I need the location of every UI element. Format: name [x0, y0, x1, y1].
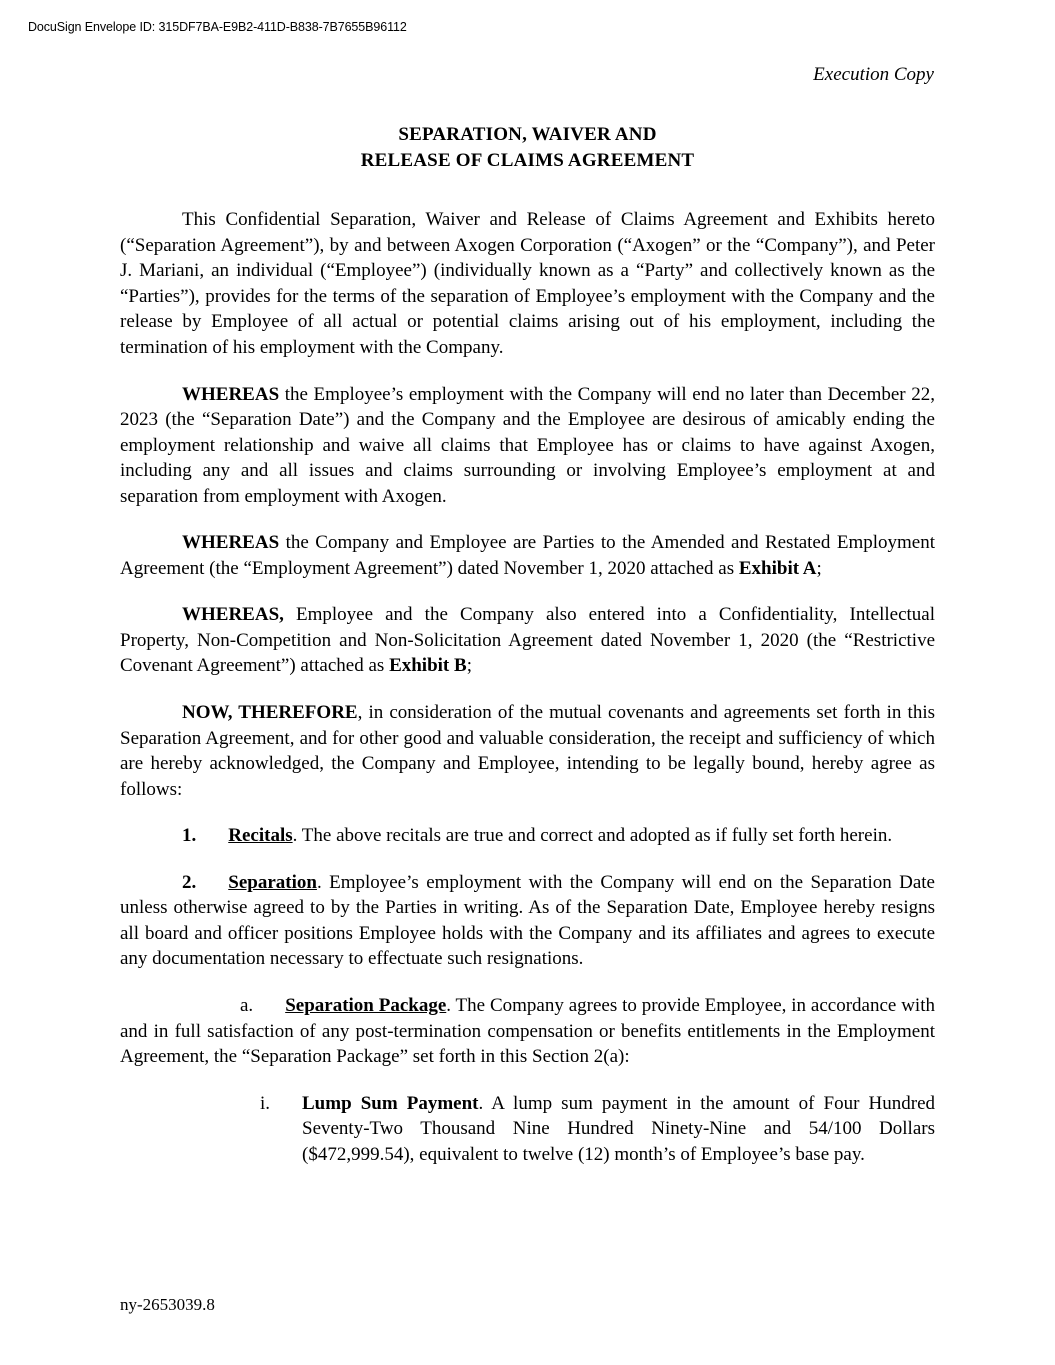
- paragraph-whereas-3: [120, 602, 935, 679]
- section-2a-text: . The Company agrees to provide Employee, in accordance with and in full satisfaction of any post-termination compensation or benefits entitlements in the Employment Agreement, the “Separation Package” set forth in this Section 2(a):: [120, 994, 935, 1068]
- paragraph-intro: This Confidential Separation, Waiver and Release of Claims Agreement and Exhibits hereto (“Separation Agreement”), by and between Axogen Corporation (“Axogen” or the “Company”), and Peter J. Mariani, an individual (“Employee”) (individually known as a “Party” and collectively known as the “Parties”), provides for the terms of the separation of Employee’s employment with the Company and the release by Employee of all actual or potential claims arising out of his employment, including the termination of his employment with the Company.: [120, 209, 935, 359]
- now-therefore-lead: NOW, THEREFORE: [182, 702, 358, 724]
- paragraph-now-therefore: [120, 700, 935, 802]
- section-1-heading: Recitals: [228, 825, 293, 847]
- whereas-1-lead: WHEREAS: [182, 383, 280, 405]
- section-2a-heading: Separation Package: [285, 994, 447, 1016]
- section-2-number: 2.: [182, 871, 197, 893]
- exhibit-b-reference: Exhibit B: [389, 655, 467, 677]
- paragraph-whereas-2: [120, 530, 935, 581]
- now-therefore-text: , in consideration of the mutual covenants and agreements set forth in this Separation Agreement, and for other good and valuable consideration, the receipt and sufficiency of which are hereby acknowledged, the Company and Employee, intending to be legally bound, hereby agree as follows:: [120, 702, 935, 800]
- section-2a-separation-package: [120, 993, 935, 1070]
- section-2a-letter: a.: [240, 994, 254, 1016]
- page-title: [120, 122, 935, 173]
- page-title-line-2: RELEASE OF CLAIMS AGREEMENT: [360, 149, 695, 171]
- section-2ai-roman-numeral: i.: [260, 1092, 271, 1114]
- docusign-envelope-id: DocuSign Envelope ID: 315DF7BA-E9B2-411D-B838-7B7655B96112: [28, 20, 407, 34]
- section-1-number: 1.: [182, 825, 197, 847]
- whereas-2-tail: ;: [816, 557, 822, 579]
- section-2-separation: [120, 870, 935, 972]
- section-2-text: . Employee’s employment with the Company will end on the Separation Date unless otherwise agreed to by the Parties in writing. As of the Separation Date, Employee hereby resigns all board and officer positions Employee holds with the Company and its affiliates and agrees to execute any documentation necessary to effectuate such resignations.: [120, 871, 935, 970]
- section-1-text: . The above recitals are true and correct and adopted as if fully set forth herein.: [292, 825, 893, 847]
- section-2ai-heading: Lump Sum Payment: [302, 1092, 479, 1114]
- whereas-3-text: Employee and the Company also entered into a Confidentiality, Intellectual Property, Non-Competition and Non-Solicitation Agreement dated November 1, 2020 (the “Restrictive Covenant Agreement”) attached as: [120, 604, 935, 677]
- section-1-recitals: [120, 823, 935, 849]
- exhibit-a-reference: Exhibit A: [738, 557, 817, 579]
- paragraph-whereas-1: [120, 382, 935, 510]
- section-2ai-lump-sum-payment: [260, 1091, 935, 1168]
- page-title-line-1: SEPARATION, WAIVER AND: [398, 124, 657, 145]
- whereas-2-text: the Company and Employee are Parties to the Amended and Restated Employment Agreement (the “Employment Agreement”) dated November 1, 2020 attached as: [120, 532, 935, 579]
- whereas-1-text: the Employee’s employment with the Company will end no later than December 22, 2023 (the “Separation Date”) and the Company and the Employee are desirous of amicably ending the employment relationship and waive all claims that Employee has or claims to have against Axogen, including any and all issues and claims surrounding or involving Employee’s employment at and separation from employment with Axogen.: [120, 383, 935, 507]
- section-2-heading: Separation: [228, 871, 317, 893]
- execution-copy-label: Execution Copy: [813, 64, 934, 85]
- whereas-3-lead: WHEREAS,: [182, 604, 284, 626]
- whereas-2-lead: WHEREAS: [182, 532, 280, 554]
- footer-document-reference: ny-2653039.8: [120, 1295, 215, 1314]
- section-2ai-text: . A lump sum payment in the amount of Four Hundred Seventy-Two Thousand Nine Hundred Ninety-Nine and 54/100 Dollars ($472,999.54), equivalent to twelve (12) month’s of Employee’s base pay.: [302, 1092, 935, 1165]
- whereas-3-tail: ;: [466, 655, 472, 677]
